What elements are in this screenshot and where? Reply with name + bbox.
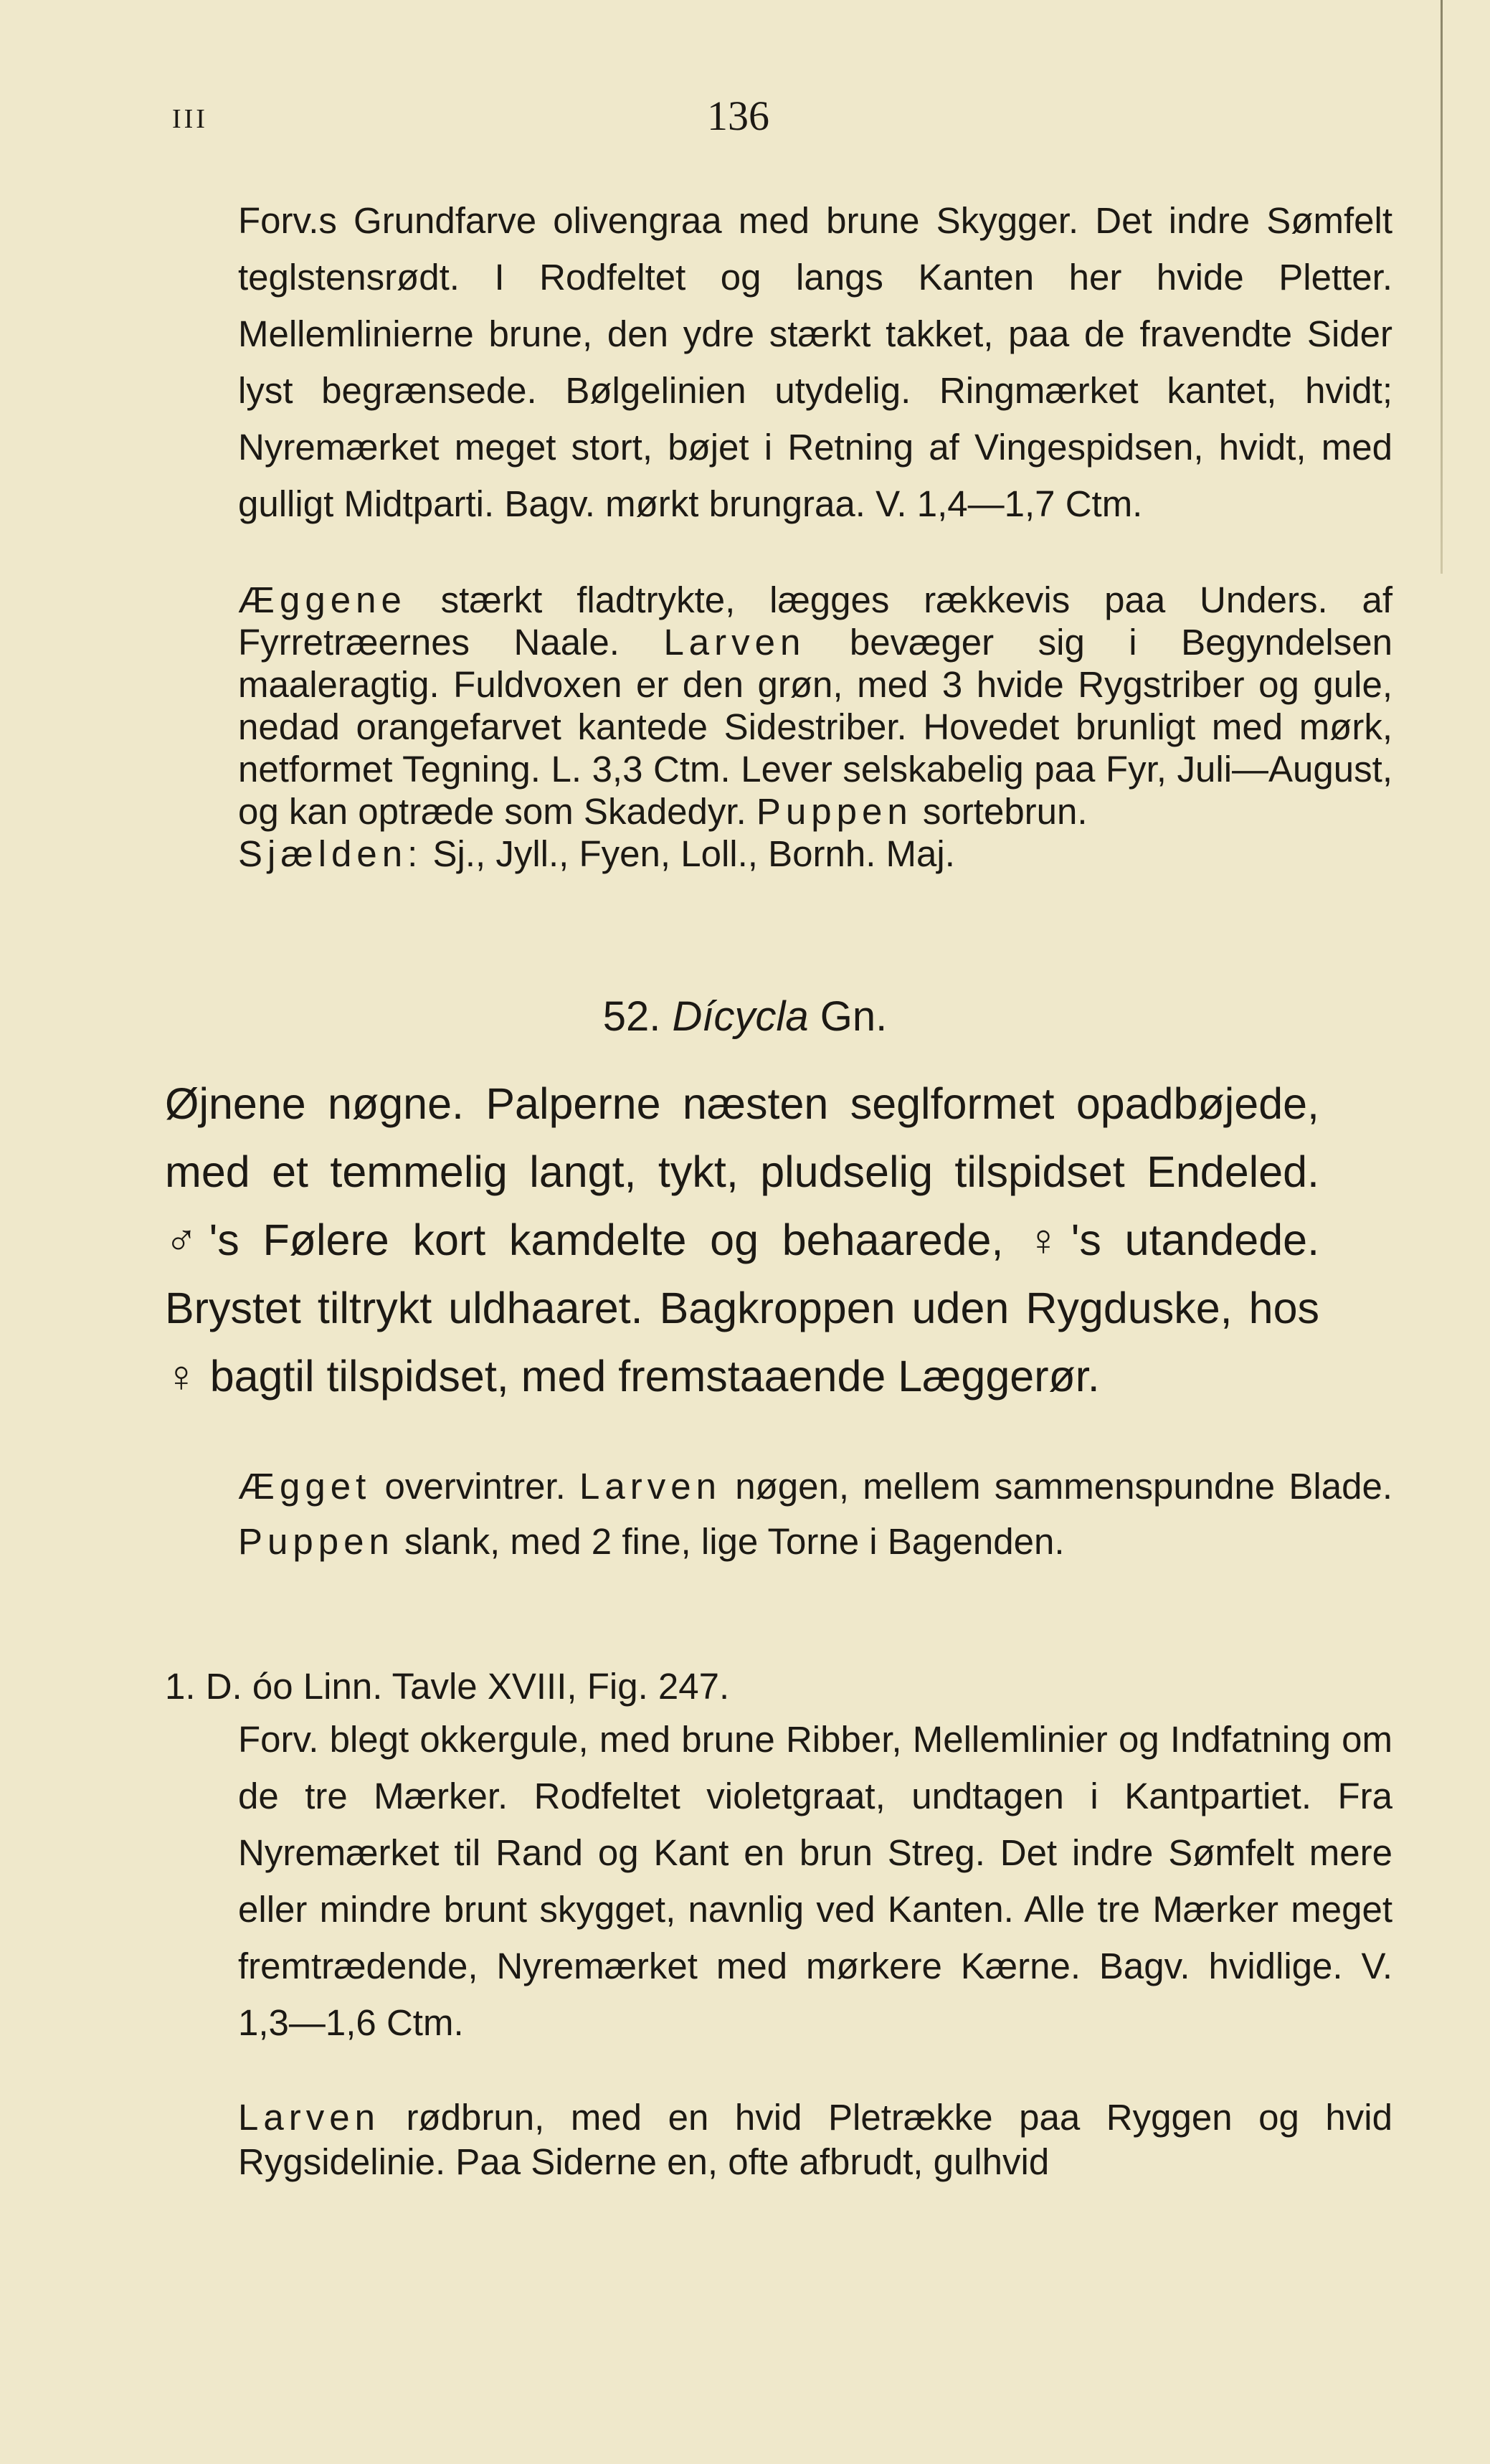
species-biology: Larven rødbrun, med en hvid Pletrække paa Ryggen og hvid Rygsidelinie. Paa Siderne en, ofte afbrudt, gulhvid [238, 2097, 1392, 2182]
term-pupa: Puppen [756, 791, 913, 832]
genus-name: Dícycla [672, 993, 809, 1040]
signature-mark: III [172, 104, 208, 134]
page-edge-line [1441, 0, 1443, 574]
genus-description: Øjnene nøgne. Palperne næsten seglformet opadbøjede, med et temmelig langt, tykt, pludselig tilspidset Endeled. ♂'s Følere kort kamdelte og behaarede, ♀'s utandede. Brystet tiltrykt uldhaaret. Bagkroppen uden Rygduske, hos ♀ bagtil tilspidset, med fremstaaende Læggerør. [165, 1079, 1320, 1401]
species-description: Forv. blegt okkergule, med brune Ribber, Mellemlinier og Indfatning om de tre Mærker. Rodfeltet violetgraat, undtagen i Kantpartiet. Fra Nyremærket til Rand og Kant en brun Streg. Det indre Sømfelt mere eller mindre brunt skygget, navnlig ved Kanten. Alle tre Mærker meget fremtrædende, Nyremærket med mørkere Kærne. Bagv. hvidlige. V. 1,3—1,6 Ctm. [238, 1719, 1392, 2043]
term-rarity: Sjælden: [238, 833, 423, 874]
term-larva: Larven [579, 1466, 721, 1507]
genus-author: Gn. [820, 993, 888, 1040]
term-eggs: Æggene [238, 579, 407, 620]
page-header [0, 92, 1490, 149]
description-paragraph-1: Forv.s Grundfarve olivengraa med brune Skygger. Det indre Sømfelt teglstensrødt. I Rodfeltet og langs Kanten her hvide Pletter. Mellemlinierne brune, den ydre stærkt takket, paa de fravendte Sider lyst begrænsede. Bølgelinien utydelig. Ringmærket kantet, hvidt; Nyremærket meget stort, bøjet i Retning af Vingespidsen, hvidt, med gulligt Midtparti. Bagv. mørkt brungraa. V. 1,4—1,7 Ctm. [238, 200, 1392, 524]
term-pupa: Puppen [238, 1521, 394, 1562]
page-number: 136 [707, 93, 769, 139]
term-egg: Ægget [238, 1466, 371, 1507]
genus-biology: Ægget overvintrer. Larven nøgen, mellem sammenspundne Blade. Puppen slank, med 2 fine, lige Torne i Bagenden. [238, 1466, 1392, 1562]
genus-number: 52. [602, 993, 661, 1040]
term-larva: Larven [663, 622, 806, 663]
term-larva: Larven [238, 2097, 380, 2138]
genus-heading [0, 988, 1490, 1046]
male-symbol: ♂ [165, 1216, 209, 1264]
female-symbol: ♀ [1027, 1216, 1071, 1264]
biology-paragraph-1: Æggene stærkt fladtrykte, lægges rækkevis paa Unders. af Fyrretræernes Naale. Larven bevæger sig i Begyndelsen maaleragtig. Fuldvoxen er den grøn, med 3 hvide Rygstriber og gule, nedad orangefarvet kantede Sidestriber. Hovedet brunligt med mørk, netformet Tegning. L. 3,3 Ctm. Lever selskabelig paa Fyr, Juli—August, og kan optræde som Skadedyr. Puppen sortebrun. Sjælden: Sj., Jyll., Fyen, Loll., Bornh. Maj. [238, 579, 1392, 874]
species-heading: 1. D. óo Linn. Tavle XVIII, Fig. 247. [165, 1666, 730, 1707]
female-symbol: ♀ [165, 1352, 198, 1401]
